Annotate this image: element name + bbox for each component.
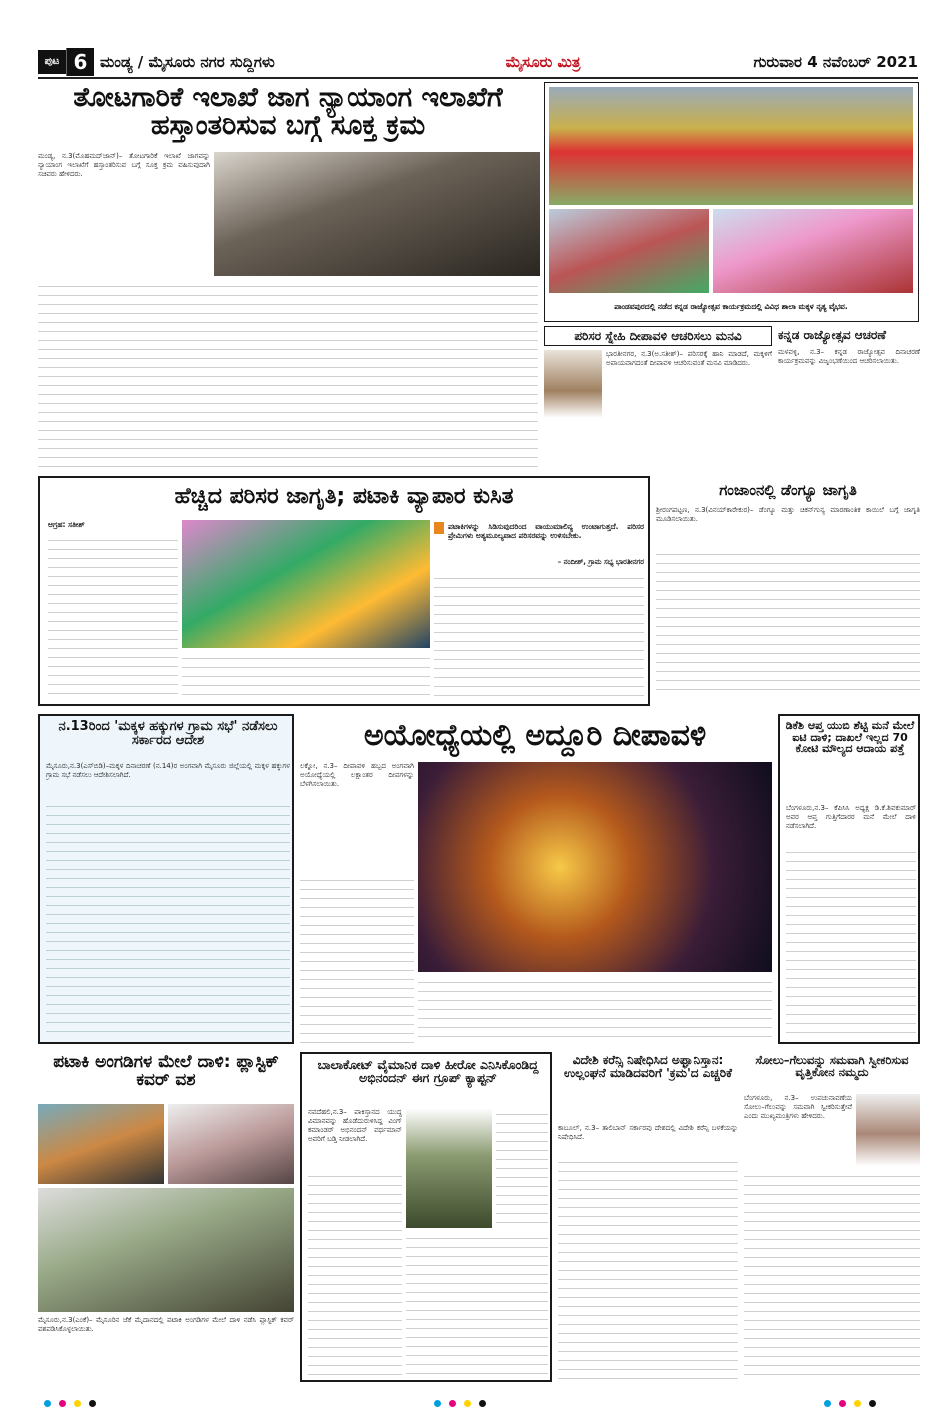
crackers-byline: ಆಗ್ರಹ: ಸತೀಶ್ bbox=[48, 520, 85, 529]
abhinandan-side-text bbox=[496, 1108, 548, 1228]
page-number: 6 bbox=[66, 48, 94, 76]
eco-deepavali-portrait bbox=[544, 350, 602, 418]
masthead bbox=[38, 48, 918, 76]
paper-name: ಮೈಸೂರು ಮಿತ್ರ bbox=[505, 53, 581, 71]
registration-marks-right bbox=[820, 1392, 940, 1402]
crackers-quote-marker bbox=[434, 522, 444, 534]
cracker-shops-body: ಮೈಸೂರು,ನ.3(ಎಂಕೆ)– ಮೈಸೂರಿನ ಜೆಕೆ ಮೈದಾನದಲ್ಲಿ ಪಟಾಕಿ ಅಂಗಡಿಗಳ ಮೇಲೆ ದಾಳಿ ನಡೆಸಿ ಪ್ಲಾಸ್ಟಿಕ್ ಕವರ್ ವಶಪಡಿಸಿಕೊಳ್ಳಲಾಯಿತು. bbox=[38, 1316, 294, 1333]
afghanistan-body-continued bbox=[558, 1156, 738, 1380]
crackers-quote-author: – ನಂದೀಶ್, ಗ್ರಾಮ ಸಭ್ಯ ಭಾರತೀನಗರ bbox=[557, 558, 644, 566]
crackers-quote: ಪಟಾಕಿಗಳನ್ನು ಸಿಡಿಸುವುದರಿಂದ ವಾಯುಮಾಲಿನ್ಯ ಉಂಟಾಗುತ್ತದೆ. ಪರಿಸರ ಪ್ರೇಮಿಗಳು ಅತ್ಯಮೂಲ್ಯವಾದ ಪರಿಸರವನ್ನು ಉಳಿಸಬೇಕು. bbox=[448, 522, 644, 540]
cracker-shops-photo-3 bbox=[38, 1188, 294, 1312]
abhinandan-lower-text bbox=[406, 1232, 548, 1378]
horticulture-column-1: ಮಂಡ್ಯ, ನ.3(ಮೊಹಮದ್‌ಜಾನ್)– ತೋಟಗಾರಿಕೆ ಇಲಾಖೆ ಜಾಗವನ್ನು ನ್ಯಾಯಾಂಗ ಇಲಾಖೆಗೆ ಹಸ್ತಾಂತರಿಸುವ ಬಗ್ಗೆ ಸೂಕ್ತ ಕ್ರಮ ವಹಿಸುವುದಾಗಿ ಸಚಿವರು ಹೇಳಿದರು. bbox=[38, 152, 210, 178]
registration-dot bbox=[59, 1400, 66, 1407]
registration-dot bbox=[44, 1400, 51, 1407]
dk-shivakumar-headline: ಡಿಕೆಶಿ ಆಪ್ತ ಯುಬಿ ಶೆಟ್ಟಿ ಮನೆ ಮೇಲೆ ಐಟಿ ದಾಳಿ; ದಾಖಲೆ ಇಲ್ಲದ 70 ಕೋಟಿ ಮೌಲ್ಯದ ಆದಾಯ ಪತ್ತೆ bbox=[785, 720, 915, 756]
child-rights-block bbox=[38, 714, 294, 1044]
registration-marks-left bbox=[40, 1392, 160, 1402]
afghanistan-block bbox=[558, 1052, 738, 1382]
registration-dot bbox=[839, 1400, 846, 1407]
crackers-column-2 bbox=[182, 652, 430, 700]
dk-shivakumar-body: ಬೆಂಗಳೂರು,ನ.3– ಕೆಪಿಸಿಸಿ ಅಧ್ಯಕ್ಷ ಡಿ.ಕೆ.ಶಿವಕುಮಾರ್ ಅವರ ಆಪ್ತ ಗುತ್ತಿಗೆದಾರರ ಮನೆ ಮೇಲೆ ದಾಳಿ ನಡೆಸಲಾಗಿದೆ. bbox=[786, 804, 916, 830]
rajyotsava-event-headline: ಕನ್ನಡ ರಾಜ್ಯೋತ್ಸವ ಆಚರಣೆ bbox=[778, 328, 887, 342]
crackers-column-3 bbox=[434, 572, 644, 700]
horticulture-photo bbox=[214, 152, 540, 276]
child-rights-headline: ನ.13ರಿಂದ 'ಮಕ್ಕಳ ಹಕ್ಕುಗಳ ಗ್ರಾಮ ಸಭೆ' ನಡೆಸಲು ಸರ್ಕಾರದ ಆದೇಶ bbox=[58, 720, 278, 748]
eco-deepavali-body: ಭಾರತೀನಗರ, ನ.3(ಅ.ಸತೀಶ್)– ಪರಿಸರಕ್ಕೆ ಹಾನಿ ಮಾಡದೆ, ಮಕ್ಕಳಿಗೆ ಅಪಾಯವಾಗದಂತೆ ದೀಪಾವಳಿ ಆಚರಿಸುವಂತೆ ಮನವಿ ಮಾಡಿದರು. bbox=[606, 350, 772, 367]
dengue-body: ಶ್ರೀರಂಗಪಟ್ಟಣ, ನ.3(ವಿನಯ್‌ಕಾರೇಕುರ)– ಡೆಂಗ್ಯೂ ಮತ್ತು ಚಿಕನ್‌ಗುನ್ಯ ಮಾರಣಾಂತಿಕ ಕಾಯಿಲೆ ಬಗ್ಗೆ ಜಾಗೃತಿ ಮೂಡಿಸಲಾಯಿತು. bbox=[656, 506, 920, 523]
cracker-shops-headline: ಪಟಾಕಿ ಅಂಗಡಿಗಳ ಮೇಲೆ ದಾಳಿ: ಪ್ಲಾಸ್ಟಿಕ್ ಕವರ್ ವಶ bbox=[53, 1054, 279, 1090]
registration-marks-center bbox=[430, 1392, 550, 1402]
afghanistan-body: ಕಾಬೂಲ್, ನ.3– ತಾಲಿಬಾನ್ ಸರ್ಕಾರವು ದೇಶದಲ್ಲಿ ವಿದೇಶಿ ಕರೆನ್ಸಿ ಬಳಕೆಯನ್ನು ನಿಷೇಧಿಸಿದೆ. bbox=[558, 1124, 738, 1141]
bommai-portrait bbox=[856, 1094, 920, 1166]
registration-dot bbox=[869, 1400, 876, 1407]
abhinandan-block bbox=[300, 1052, 552, 1382]
rajyotsava-event-body: ಮಳವಳ್ಳಿ, ನ.3– ಕನ್ನಡ ರಾಜ್ಯೋತ್ಸವ ದಿನಾಚರಣೆ ಕಾರ್ಯಕ್ರಮವನ್ನು ವಿಜೃಂಭಣೆಯಿಂದ ಆಚರಿಸಲಾಯಿತು. bbox=[778, 348, 920, 365]
ayodhya-headline: ಅಯೋಧ್ಯೆಯಲ್ಲಿ ಅದ್ದೂರಿ ದೀಪಾವಳಿ bbox=[363, 718, 707, 753]
page-label: ಪುಟ bbox=[38, 50, 66, 74]
registration-dot bbox=[854, 1400, 861, 1407]
horticulture-column-2 bbox=[38, 280, 538, 468]
dk-shivakumar-block bbox=[778, 714, 920, 1044]
dengue-body-continued bbox=[656, 548, 920, 698]
crackers-photo bbox=[182, 520, 430, 648]
registration-dot bbox=[464, 1400, 471, 1407]
rajyotsava-photo-right bbox=[713, 209, 913, 293]
section-title: ಮಂಡ್ಯ / ಮೈಸೂರು ನಗರ ಸುದ್ದಿಗಳು bbox=[100, 53, 275, 71]
child-rights-body: ಮೈಸೂರು,ನ.3(ಎಸ್‌ಬಿಡಿ)–ಮಕ್ಕಳ ದಿನಾಚರಣೆ (ನ.14)ರ ಅಂಗವಾಗಿ ಮೈಸೂರು ಜಿಲ್ಲೆಯಲ್ಲಿ ಮಕ್ಕಳ ಹಕ್ಕುಗಳ ಗ್ರಾಮ ಸಭೆ ನಡೆಸಲು ಆದೇಶಿಸಲಾಗಿದೆ. bbox=[46, 762, 290, 779]
crackers-headline: ಹೆಚ್ಚಿದ ಪರಿಸರ ಜಾಗೃತಿ; ಪಟಾಕಿ ವ್ಯಾಪಾರ ಕುಸಿತ bbox=[174, 484, 514, 509]
abhinandan-body-continued bbox=[308, 1170, 402, 1378]
cracker-shops-photo-1 bbox=[38, 1104, 164, 1184]
registration-dot bbox=[479, 1400, 486, 1407]
ayodhya-column-1: ಲಕ್ನೋ, ನ.3– ದೀಪಾವಳಿ ಹಬ್ಬದ ಅಂಗವಾಗಿ ಅಯೋಧ್ಯೆಯಲ್ಲಿ ಲಕ್ಷಾಂತರ ದೀಪಗಳನ್ನು ಬೆಳಗಿಸಲಾಯಿತು. bbox=[300, 762, 414, 788]
registration-dot bbox=[74, 1400, 81, 1407]
horticulture-headline: ತೋಟಗಾರಿಕೆ ಇಲಾಖೆ ಜಾಗ ನ್ಯಾಯಾಂಗ ಇಲಾಖೆಗೆ ಹಸ್ತಾಂತರಿಸುವ ಬಗ್ಗೆ ಸೂಕ್ತ ಕ್ರಮ bbox=[73, 84, 503, 142]
ayodhya-column-1-continued bbox=[300, 874, 414, 1044]
child-rights-body-continued bbox=[46, 800, 290, 1040]
crackers-box bbox=[38, 476, 650, 706]
rajyotsava-photo-frame bbox=[544, 82, 919, 322]
issue-date: ಗುರುವಾರ 4 ನವೆಂಬರ್ 2021 bbox=[753, 53, 918, 71]
bommai-body-continued bbox=[744, 1170, 920, 1380]
crackers-column-1 bbox=[48, 534, 178, 700]
bommai-headline: ಸೋಲು–ಗೆಲುವನ್ನು ಸಮವಾಗಿ ಸ್ವೀಕರಿಸುವ ವೃತ್ತಿಕೋನ ನಮ್ಮದು bbox=[755, 1054, 909, 1080]
dk-shivakumar-body-continued bbox=[786, 846, 916, 1040]
rajyotsava-photo-main bbox=[549, 87, 913, 205]
cracker-shops-photo-2 bbox=[168, 1104, 294, 1184]
registration-dot bbox=[824, 1400, 831, 1407]
ayodhya-photo bbox=[418, 762, 772, 972]
abhinandan-photo bbox=[406, 1108, 492, 1228]
registration-dot bbox=[89, 1400, 96, 1407]
ayodhya-bottom-text bbox=[418, 976, 772, 1044]
abhinandan-headline: ಬಾಲಾಕೋಟ್ ವೈಮಾನಿಕ ದಾಳಿ ಹೀರೋ ಎನಿಸಿಕೊಂಡಿದ್ದ ಅಭಿನಂದನ್ ಈಗ ಗ್ರೂಪ್ ಕ್ಯಾಪ್ಟನ್ bbox=[317, 1058, 539, 1086]
eco-deepavali-headline: ಪರಿಸರ ಸ್ನೇಹಿ ದೀಪಾವಳಿ ಆಚರಿಸಲು ಮನವಿ bbox=[544, 326, 772, 346]
registration-dot bbox=[449, 1400, 456, 1407]
abhinandan-body: ನವದೆಹಲಿ,ನ.3– ಪಾಕಿಸ್ತಾನದ ಯುದ್ಧ ವಿಮಾನವನ್ನು ಹೊಡೆದುರುಳಿಸಿದ್ದ ವಿಂಗ್ ಕಮಾಂಡರ್ ಅಭಿನಂದನ್ ವರ್ಧಮಾನ್ ಅವರಿಗೆ ಬಡ್ತಿ ನೀಡಲಾಗಿದೆ. bbox=[308, 1108, 402, 1143]
dengue-block bbox=[656, 476, 920, 706]
bommai-block bbox=[744, 1052, 920, 1382]
bommai-body: ಬೆಂಗಳೂರು, ನ.3– ಉಪಚುನಾವಣೆಯ ಸೋಲು–ಗೆಲುವನ್ನು ಸಮವಾಗಿ ಸ್ವೀಕರಿಸುತ್ತೇವೆ ಎಂದು ಮುಖ್ಯಮಂತ್ರಿಗಳು ಹೇಳಿದರು. bbox=[744, 1094, 852, 1120]
registration-dot bbox=[434, 1400, 441, 1407]
masthead-rule bbox=[38, 77, 918, 79]
afghanistan-headline: ವಿದೇಶಿ ಕರೆನ್ಸಿ ನಿಷೇಧಿಸಿದ ಅಫ್ಘಾನಿಸ್ತಾನ: ಉಲ್ಲಂಘನೆ ಮಾಡಿದವರಿಗೆ 'ಕ್ರಮ'ದ ಎಚ್ಚರಿಕೆ bbox=[563, 1054, 733, 1080]
cracker-shops-block bbox=[38, 1052, 294, 1382]
rajyotsava-photo-left bbox=[549, 209, 709, 293]
dengue-headline: ಗಂಜಾಂನಲ್ಲಿ ಡೆಂಗ್ಯೂ ಜಾಗೃತಿ bbox=[719, 481, 857, 499]
rajyotsava-caption: ಪಾಂಡವಪುರದಲ್ಲಿ ನಡೆದ ಕನ್ನಡ ರಾಜ್ಯೋತ್ಸವ ಕಾರ್ಯಕ್ರಮದಲ್ಲಿ ವಿವಿಧ ಶಾಲಾ ಮಕ್ಕಳ ನೃತ್ಯ ವೈಭವ. bbox=[614, 302, 848, 311]
